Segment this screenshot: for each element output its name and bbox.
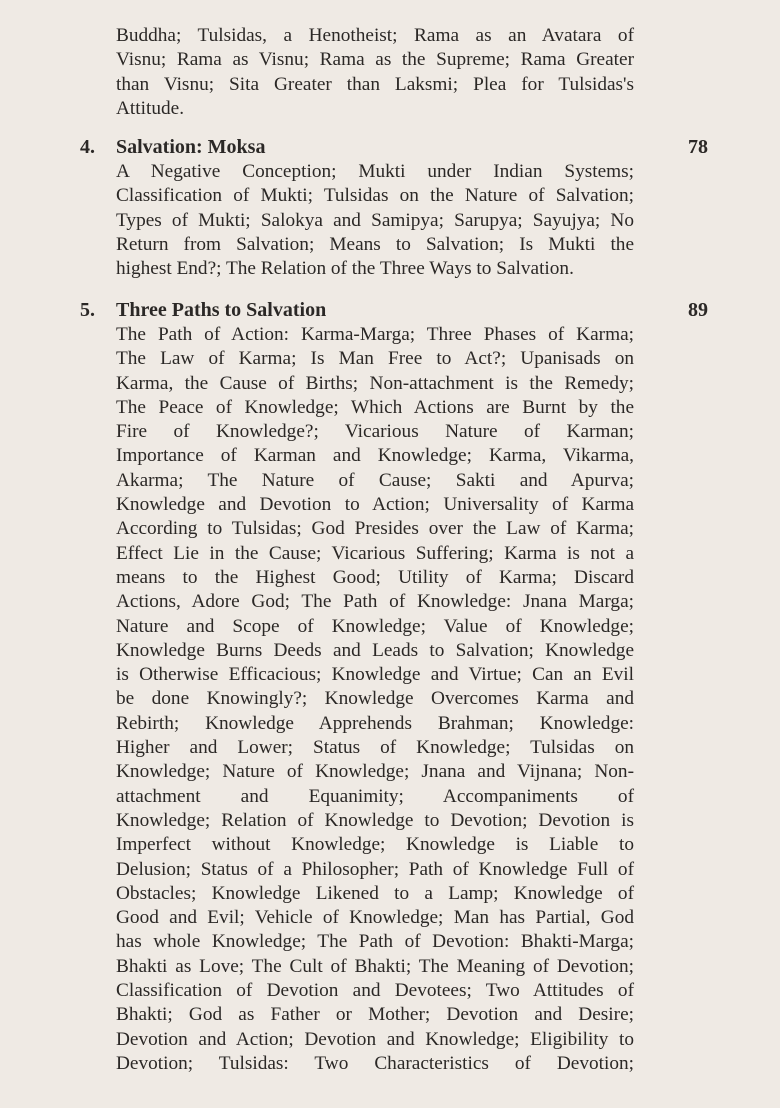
text-line: Karma, the Cause of Births; Non-attachment is the Remedy;	[116, 372, 634, 394]
text-line: A Negative Conception; Mukti under Indian Systems;	[116, 161, 634, 182]
section-title: Three Paths to Salvation	[116, 299, 327, 321]
text-line: The Path of Action: Karma-Marga; Three Phases of Karma;	[116, 324, 634, 345]
section-title: Salvation: Moksa	[116, 136, 266, 158]
text-line: Rebirth; Knowledge Apprehends Brahman; Knowledge:	[116, 712, 634, 734]
text-line: has whole Knowledge; The Path of Devotion: Bhakti-Marga;	[116, 931, 634, 953]
text-line: Effect Lie in the Cause; Vicarious Suffering; Karma is not a	[116, 542, 634, 564]
text-line: Knowledge; Nature of Knowledge; Jnana and Vijnana; Non-	[116, 761, 634, 783]
section-topics	[116, 323, 634, 1076]
section-topics	[116, 160, 634, 281]
text-line: Buddha; Tulsidas, a Henotheist; Rama as an Avatara of	[116, 25, 634, 46]
text-line: Devotion and Action; Devotion and Knowledge; Eligibility to	[116, 1028, 634, 1050]
page-number: 78	[688, 136, 708, 158]
text-line: Attitude.	[116, 97, 185, 119]
text-line: Delusion; Status of a Philosopher; Path of Knowledge Full of	[116, 858, 634, 880]
text-line: highest End?; The Relation of the Three Ways to Salvation.	[116, 258, 574, 280]
text-line: Bhakti; God as Father or Mother; Devotion and Desire;	[116, 1004, 634, 1026]
text-line: The Law of Karma; Is Man Free to Act?; Upanisads on	[116, 348, 634, 370]
text-line: Fire of Knowledge?; Vicarious Nature of Karman;	[116, 421, 634, 443]
section-number: 5.	[80, 299, 95, 321]
text-line: Classification of Mukti; Tulsidas on the Nature of Salvation;	[116, 185, 634, 207]
text-line: Types of Mukti; Salokya and Samipya; Sarupya; Sayujya; No	[116, 209, 634, 231]
text-line: Knowledge and Devotion to Action; Universality of Karma	[116, 494, 634, 516]
text-line: means to the Highest Good; Utility of Karma; Discard	[116, 566, 634, 588]
page-number: 89	[688, 299, 708, 321]
text-line: Knowledge; Relation of Knowledge to Devotion; Devotion is	[116, 809, 634, 831]
text-line: Higher and Lower; Status of Knowledge; Tulsidas on	[116, 737, 634, 759]
text-line: Bhakti as Love; The Cult of Bhakti; The Meaning of Devotion;	[116, 955, 634, 977]
text-line: Devotion; Tulsidas: Two Characteristics of Devotion;	[116, 1052, 634, 1074]
text-line: According to Tulsidas; God Presides over the Law of Karma;	[116, 518, 634, 540]
preceding-section-text	[116, 24, 634, 121]
text-line: Knowledge Burns Deeds and Leads to Salvation; Knowledge	[116, 639, 634, 661]
text-line: Obstacles; Knowledge Likened to a Lamp; Knowledge of	[116, 882, 634, 904]
text-line: is Otherwise Efficacious; Knowledge and Virtue; Can an Evil	[116, 664, 634, 686]
section-number: 4.	[80, 136, 95, 158]
text-line: than Visnu; Sita Greater than Laksmi; Plea for Tulsidas's	[116, 73, 634, 95]
text-line: Akarma; The Nature of Cause; Sakti and Apurva;	[116, 469, 634, 491]
text-line: Nature and Scope of Knowledge; Value of Knowledge;	[116, 615, 634, 637]
text-line: Return from Salvation; Means to Salvation; Is Mukti the	[116, 233, 634, 255]
text-line: The Peace of Knowledge; Which Actions are Burnt by the	[116, 396, 634, 418]
text-line: Imperfect without Knowledge; Knowledge is Liable to	[116, 834, 634, 856]
text-line: Good and Evil; Vehicle of Knowledge; Man has Partial, God	[116, 907, 634, 929]
text-line: Classification of Devotion and Devotees; Two Attitudes of	[116, 980, 634, 1002]
text-line: Actions, Adore God; The Path of Knowledge: Jnana Marga;	[116, 591, 634, 613]
text-line: attachment and Equanimity; Accompaniments of	[116, 785, 634, 807]
text-line: Importance of Karman and Knowledge; Karma, Vikarma,	[116, 445, 634, 467]
text-line: be done Knowingly?; Knowledge Overcomes Karma and	[116, 688, 634, 710]
text-line: Visnu; Rama as Visnu; Rama as the Supreme; Rama Greater	[116, 49, 634, 71]
